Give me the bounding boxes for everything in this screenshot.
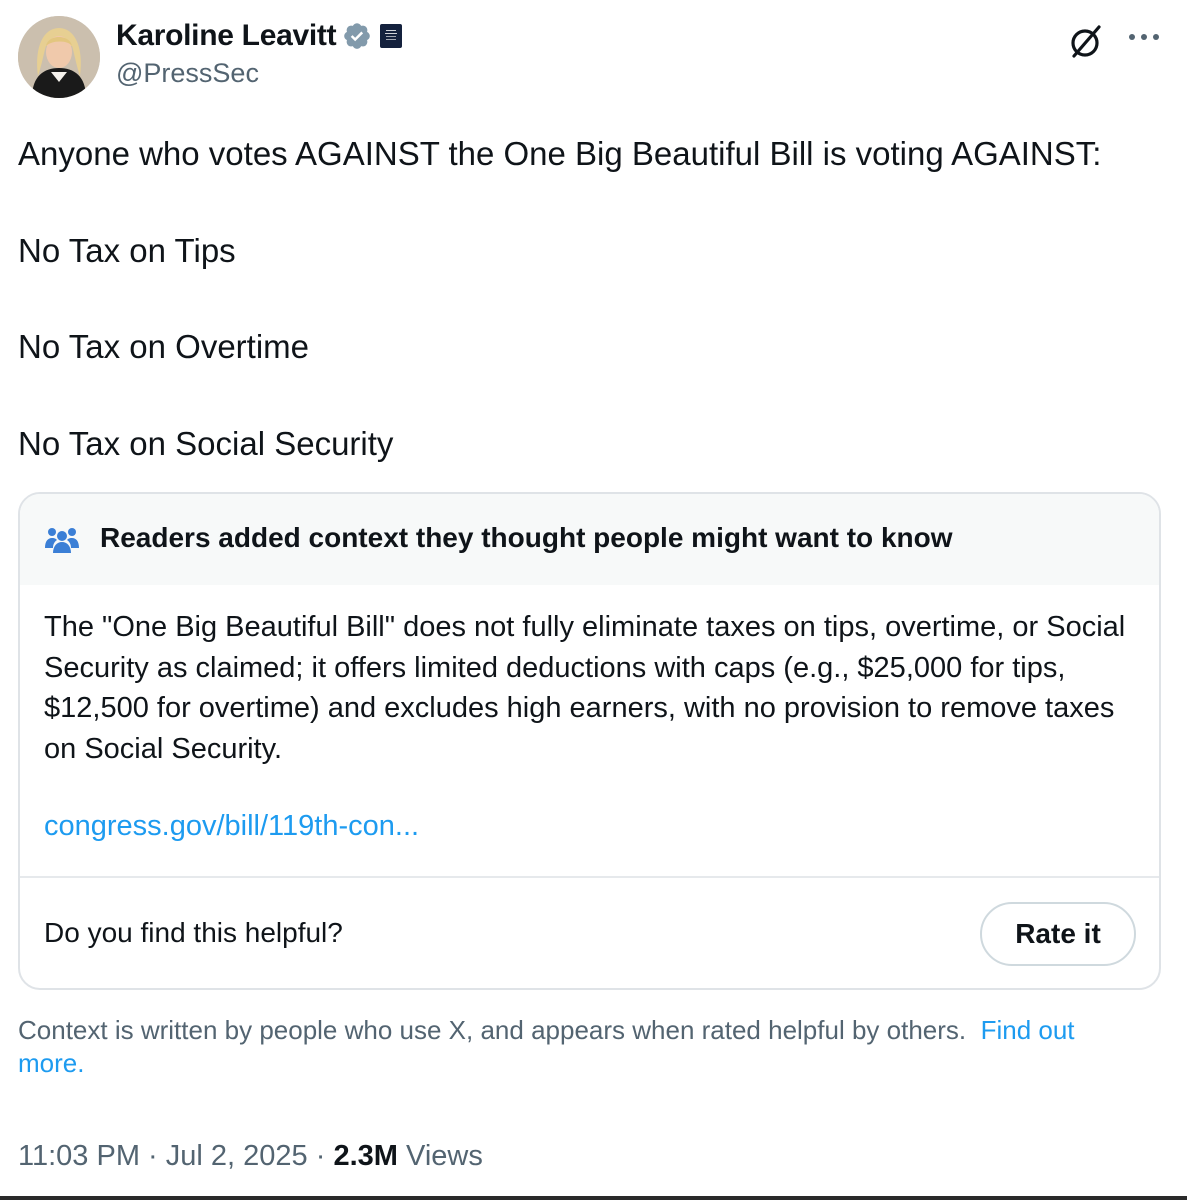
author-name-row [116, 16, 402, 56]
community-note-source-link[interactable]: congress.gov/bill/119th-con... [44, 810, 420, 842]
community-note-title: Readers added context they thought people might want to know [100, 522, 953, 553]
profile-photo-icon [18, 16, 100, 98]
rate-it-button[interactable]: Rate it [980, 902, 1136, 966]
separator: · [148, 1140, 158, 1172]
community-note-card [18, 492, 1161, 990]
views-label: Views [406, 1140, 483, 1172]
tweet-text-line: Anyone who votes AGAINST the One Big Beautiful Bill is voting AGAINST: [18, 135, 1102, 172]
context-disclaimer [18, 1014, 1148, 1080]
tweet-metadata [18, 1140, 483, 1173]
tweet-text-line: No Tax on Overtime [18, 328, 310, 365]
verified-badge-icon[interactable] [342, 21, 372, 51]
tweet-time[interactable]: 11:03 PM [18, 1140, 140, 1172]
divider [20, 876, 1159, 878]
author-display-name[interactable]: Karoline Leavitt [116, 19, 337, 52]
avatar[interactable] [18, 16, 100, 98]
tweet-text-line: No Tax on Social Security [18, 425, 394, 462]
tweet-date[interactable]: Jul 2, 2025 [165, 1140, 308, 1172]
grok-icon[interactable] [1066, 22, 1106, 62]
bottom-border [0, 1196, 1187, 1200]
white-house-badge-icon[interactable] [380, 24, 402, 48]
separator: · [315, 1140, 326, 1172]
helpful-question: Do you find this helpful? [44, 917, 343, 948]
find-out-more-link[interactable]: Find out more. [18, 1015, 1075, 1078]
community-note-text: The "One Big Beautiful Bill" does not fully eliminate taxes on tips, overtime, or Social Security as claimed; it offers limited deductions with caps (e.g., $25,000 for tips, $12,500 for overtime) and excludes high earners, with no provision to remove taxes on Social Security. [44, 611, 1126, 765]
views-count[interactable]: 2.3M [333, 1140, 398, 1172]
people-icon [44, 524, 80, 554]
disclaimer-text: Context is written by people who use X, and appears when rated helpful by others. [18, 1015, 967, 1045]
more-options-icon[interactable] [1126, 28, 1162, 46]
community-note-header [20, 494, 1159, 585]
author-handle[interactable]: @PressSec [116, 58, 259, 88]
tweet-text-line: No Tax on Tips [18, 232, 236, 269]
